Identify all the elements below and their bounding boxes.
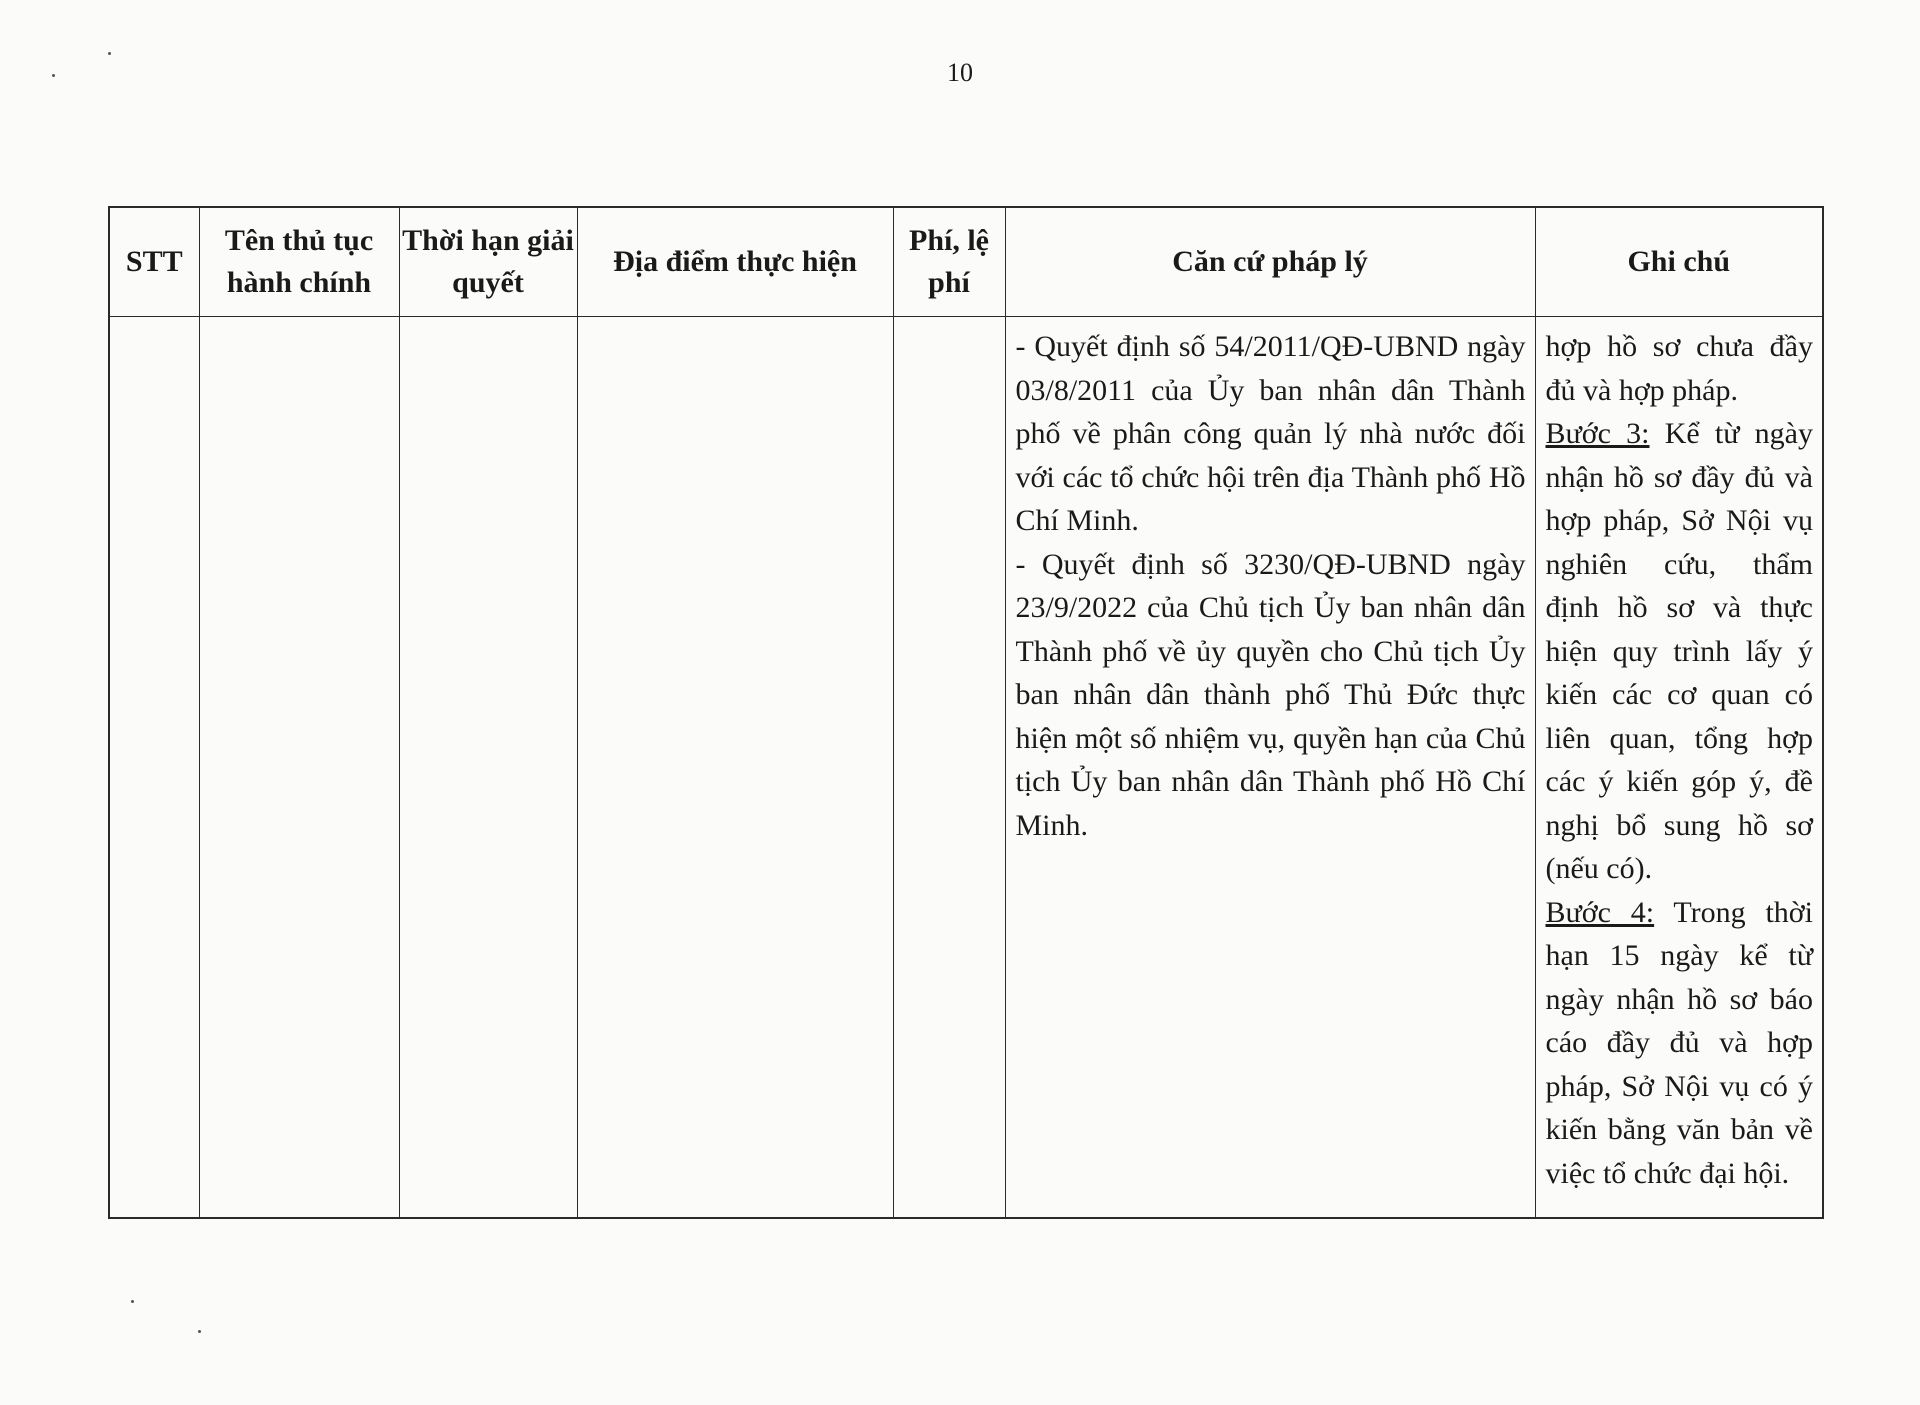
header-procedure-name: Tên thủ tục hành chính xyxy=(199,207,399,317)
cell-note xyxy=(1535,317,1823,1219)
scan-speck xyxy=(198,1330,201,1333)
header-location: Địa điểm thực hiện xyxy=(577,207,893,317)
cell-stt xyxy=(109,317,199,1219)
table-header-row xyxy=(109,207,1823,317)
note-intro: hợp hồ sơ chưa đầy đủ và hợp pháp. xyxy=(1545,330,1813,407)
step-4-text: Trong thời hạn 15 ngày kể từ ngày nhận hồ sơ báo cáo đầy đủ và hợp pháp, Sở Nội vụ có ý kiến bằng văn bản về việc tổ chức đại hội. xyxy=(1545,895,1813,1190)
scan-speck xyxy=(108,52,111,55)
scan-speck xyxy=(52,74,55,77)
cell-procedure-name xyxy=(199,317,399,1219)
step-4-label: Bước 4: xyxy=(1545,895,1655,929)
header-stt: STT xyxy=(109,207,199,317)
procedure-table xyxy=(108,206,1824,1219)
scan-speck xyxy=(131,1300,134,1303)
header-legal-basis: Căn cứ pháp lý xyxy=(1005,207,1535,317)
cell-fee xyxy=(893,317,1005,1219)
header-fee: Phí, lệ phí xyxy=(893,207,1005,317)
legal-basis-item: - Quyết định số 54/2011/QĐ-UBND ngày 03/8/2011 của Ủy ban nhân dân Thành phố về phân công quản lý nhà nước đối với các tổ chức hội trên địa Thành phố Hồ Chí Minh. xyxy=(1015,330,1526,537)
cell-duration xyxy=(399,317,577,1219)
page-number: 10 xyxy=(947,58,973,87)
cell-legal-basis xyxy=(1005,317,1535,1219)
step-3-label: Bước 3: xyxy=(1545,417,1650,450)
cell-location xyxy=(577,317,893,1219)
note-step-4 xyxy=(1546,891,1814,1196)
table-row xyxy=(109,317,1823,1219)
legal-basis-item: - Quyết định số 3230/QĐ-UBND ngày 23/9/2022 của Chủ tịch Ủy ban nhân dân Thành phố về ủy quyền cho Chủ tịch Ủy ban nhân dân thành phố Thủ Đức thực hiện một số nhiệm vụ, quyền hạn của Chủ tịch Ủy ban nhân dân Thành phố Hồ Chí Minh. xyxy=(1015,547,1526,842)
step-3-text: Kể từ ngày nhận hồ sơ đầy đủ và hợp pháp, Sở Nội vụ nghiên cứu, thẩm định hồ sơ và thực hiện quy trình lấy ý kiến các cơ quan có liên quan, tổng hợp các ý kiến góp ý, đề nghị bổ sung hồ sơ (nếu có). xyxy=(1545,417,1813,885)
header-note: Ghi chú xyxy=(1535,207,1823,317)
header-duration: Thời hạn giải quyết xyxy=(399,207,577,317)
note-step-3 xyxy=(1546,412,1814,891)
